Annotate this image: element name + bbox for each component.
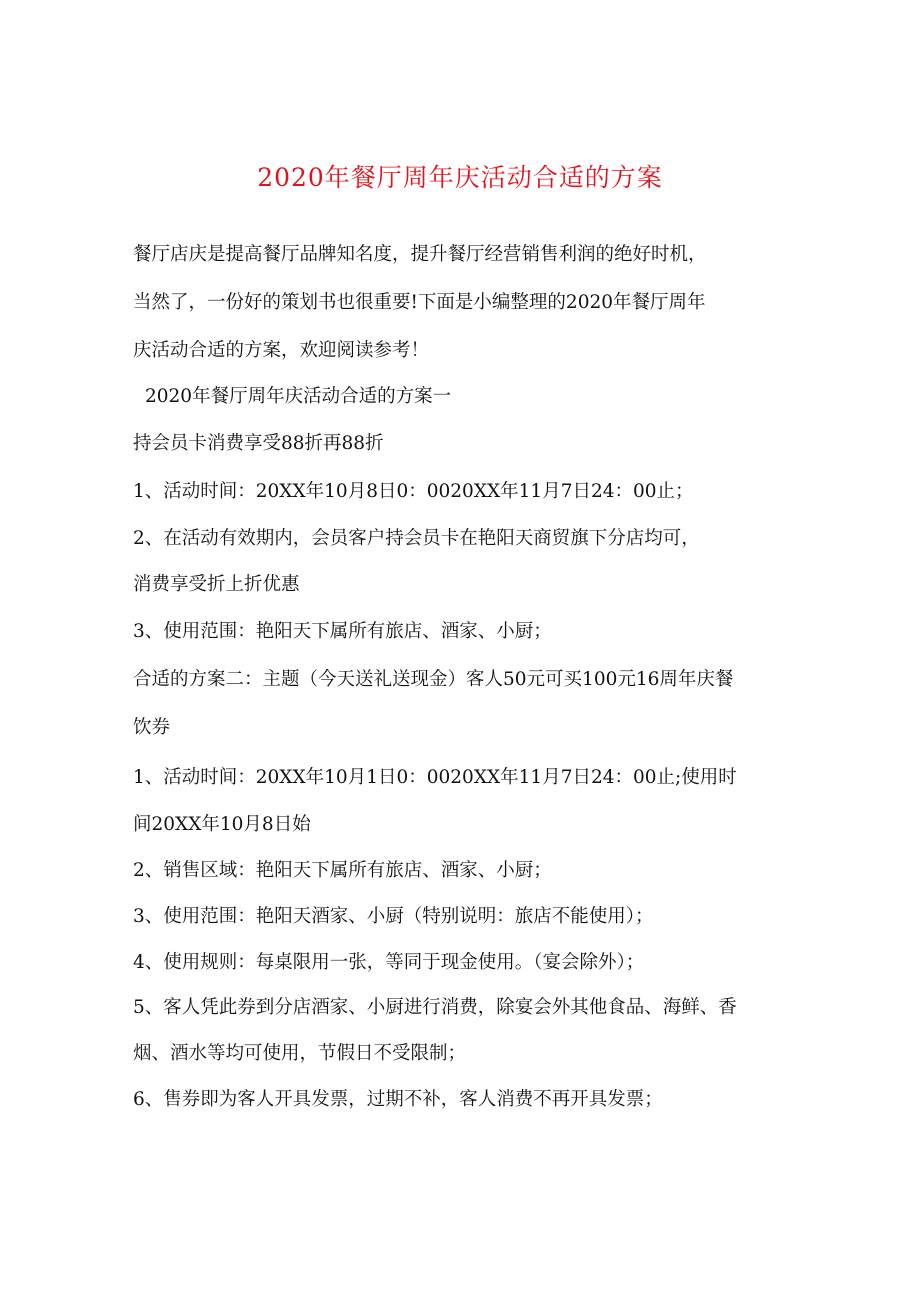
list-item: 5、客人凭此券到分店酒家、小厨进行消费，除宴会外其他食品、海鲜、香 xyxy=(133,997,737,1018)
list-item: 3、使用范围：艳阳天酒家、小厨（特别说明：旅店不能使用）； xyxy=(133,906,654,927)
paragraph-line: 烟、酒水等均可使用，节假日不受限制； xyxy=(133,1043,467,1064)
list-item: 1、活动时间：20XX年10月8日0：0020XX年11月7日24：00止； xyxy=(133,481,694,502)
list-item: 6、售券即为客人开具发票，过期不补，客人消费不再开具发票； xyxy=(133,1089,663,1110)
list-item: 1、活动时间：20XX年10月1日0：0020XX年11月7日24：00止;使用时 xyxy=(133,767,737,788)
document-title: 2020年餐厅周年庆活动合适的方案 xyxy=(257,163,663,192)
section-heading: 2020年餐厅周年庆活动合适的方案一 xyxy=(145,386,452,407)
paragraph-line: 消费享受折上折优惠 xyxy=(133,574,300,595)
section-heading: 合适的方案二：主题（今天送礼送现金）客人50元可买100元16周年庆餐 xyxy=(133,669,734,690)
paragraph-line: 饮券 xyxy=(133,717,171,738)
list-item: 2、在活动有效期内，会员客户持会员卡在艳阳天商贸旗下分店均可， xyxy=(133,528,700,549)
paragraph-line: 庆活动合适的方案，欢迎阅读参考！ xyxy=(133,340,430,361)
paragraph-line: 间20XX年10月8日始 xyxy=(133,814,311,835)
paragraph-line: 餐厅店庆是提高餐厅品牌知名度，提升餐厅经营销售利润的绝好时机， xyxy=(133,244,707,265)
paragraph-line: 持会员卡消费享受88折再88折 xyxy=(133,433,384,454)
list-item: 2、销售区域：艳阳天下属所有旅店、酒家、小厨； xyxy=(133,860,552,881)
paragraph-line: 当然了，一份好的策划书也很重要!下面是小编整理的2020年餐厅周年 xyxy=(133,292,706,313)
list-item: 4、使用规则：每桌限用一张，等同于现金使用。（宴会除外）； xyxy=(133,952,645,973)
list-item: 3、使用范围：艳阳天下属所有旅店、酒家、小厨； xyxy=(133,621,552,642)
